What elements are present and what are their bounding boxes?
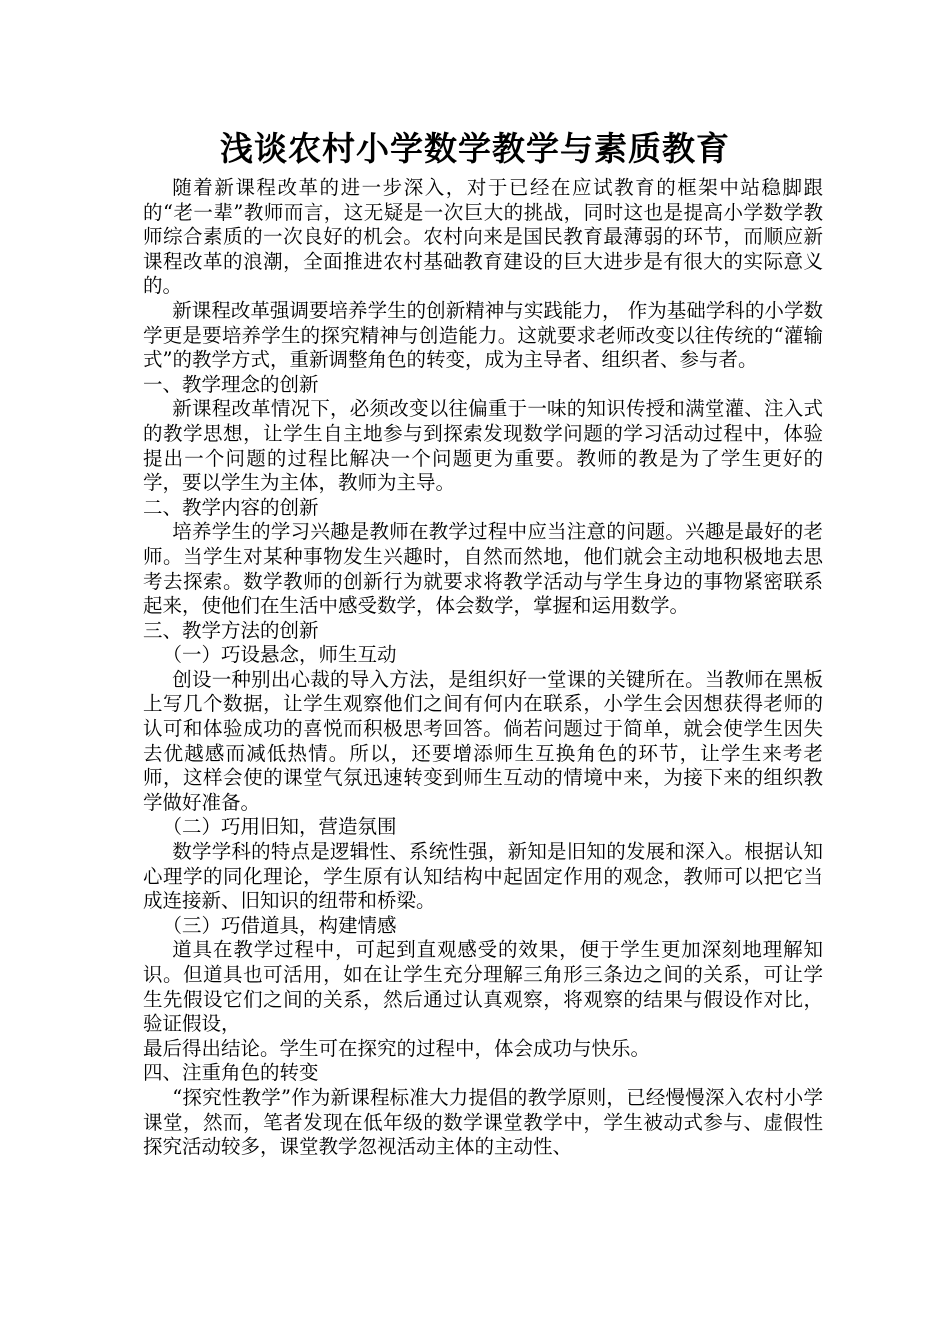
- subsection-heading-1: （一）巧设悬念，师生互动: [162, 643, 397, 667]
- paragraph-suspense: 创设一种别出心裁的导入方法，是组织好一堂课的关键所在。当教师在黑板上写几个数据，让学生观察他们之间有何内在联系，小学生会因想获得老师的认可和体验成功的喜悦而积极思考回答。倘若问题过于简单，就会使学生因失去优越感而减低热情。所以，还要增添师生互换角色的环节，让学生来考老师，这样会使的课堂气氛迅速转变到师生互动的情境中来，为接下来的组织教学做好准备。: [143, 667, 823, 814]
- paragraph-intro: 随着新课程改革的进一步深入，对于已经在应试教育的框架中站稳脚跟的“老一辈”教师而言，这无疑是一次巨大的挑战，同时这也是提高小学数学教师综合素质的一次良好的机会。农村向来是国民教育最薄弱的环节，而顺应新课程改革的浪潮，全面推进农村基础教育建设的巨大进步是有很大的实际意义的。: [143, 176, 823, 298]
- paragraph-concept-innovation: 新课程改革情况下，必须改变以往偏重于一味的知识传授和满堂灌、注入式的教学思想，让学生自主地参与到探索发现数学问题的学习活动过程中，体验提出一个问题的过程比解决一个问题更为重要。教师的教是为了学生更好的学，要以学生为主体，教师为主导。: [143, 397, 823, 495]
- section-heading-1: 一、教学理念的创新: [143, 372, 319, 396]
- paragraph-inquiry-teaching: “探究性教学”作为新课程标准大力提倡的教学原则，已经慢慢深入农村小学课堂，然而，笔者发现在低年级的数学课堂教学中，学生被动式参与、虚假性探究活动较多，课堂教学忽视活动主体的主动性、: [143, 1085, 823, 1159]
- document-title: 浅谈农村小学数学教学与素质教育: [220, 129, 730, 168]
- paragraph-props-conclusion: 最后得出结论。学生可在探究的过程中，体会成功与快乐。: [143, 1036, 651, 1060]
- subsection-heading-3: （三）巧借道具，构建情感: [162, 913, 397, 937]
- paragraph-content-innovation: 培养学生的学习兴趣是教师在教学过程中应当注意的问题。兴趣是最好的老师。当学生对某种事物发生兴趣时，自然而然地，他们就会主动地积极地去思考去探索。数学教师的创新行为就要求将教学活动与学生身边的事物紧密联系起来，使他们在生活中感受数学，体会数学，掌握和运用数学。: [143, 520, 823, 618]
- paragraph-curriculum-reform: 新课程改革强调要培养学生的创新精神与实践能力， 作为基础学科的小学数学更是要培养学生的探究精神与创造能力。这就要求老师改变以往传统的“灌输式”的教学方式，重新调整角色的转变，成为主导者、组织者、参与者。: [143, 298, 823, 372]
- paragraph-old-knowledge: 数学学科的特点是逻辑性、系统性强，新知是旧知的发展和深入。根据认知心理学的同化理论，学生原有认知结构中起固定作用的观念，教师可以把它当成连接新、旧知识的纽带和桥梁。: [143, 840, 823, 913]
- section-heading-2: 二、教学内容的创新: [143, 495, 319, 519]
- section-heading-3: 三、教学方法的创新: [143, 618, 319, 642]
- subsection-heading-2: （二）巧用旧知，营造氛围: [162, 815, 397, 839]
- document-body: [143, 176, 823, 1160]
- paragraph-props: 道具在教学过程中，可起到直观感受的效果，便于学生更加深刻地理解知识。但道具也可活用，如在让学生充分理解三角形三条边之间的关系，可让学生先假设它们之间的关系，然后通过认真观察，将观察的结果与假设作对比，验证假设，: [143, 938, 823, 1036]
- section-heading-4: 四、注重角色的转变: [143, 1061, 319, 1085]
